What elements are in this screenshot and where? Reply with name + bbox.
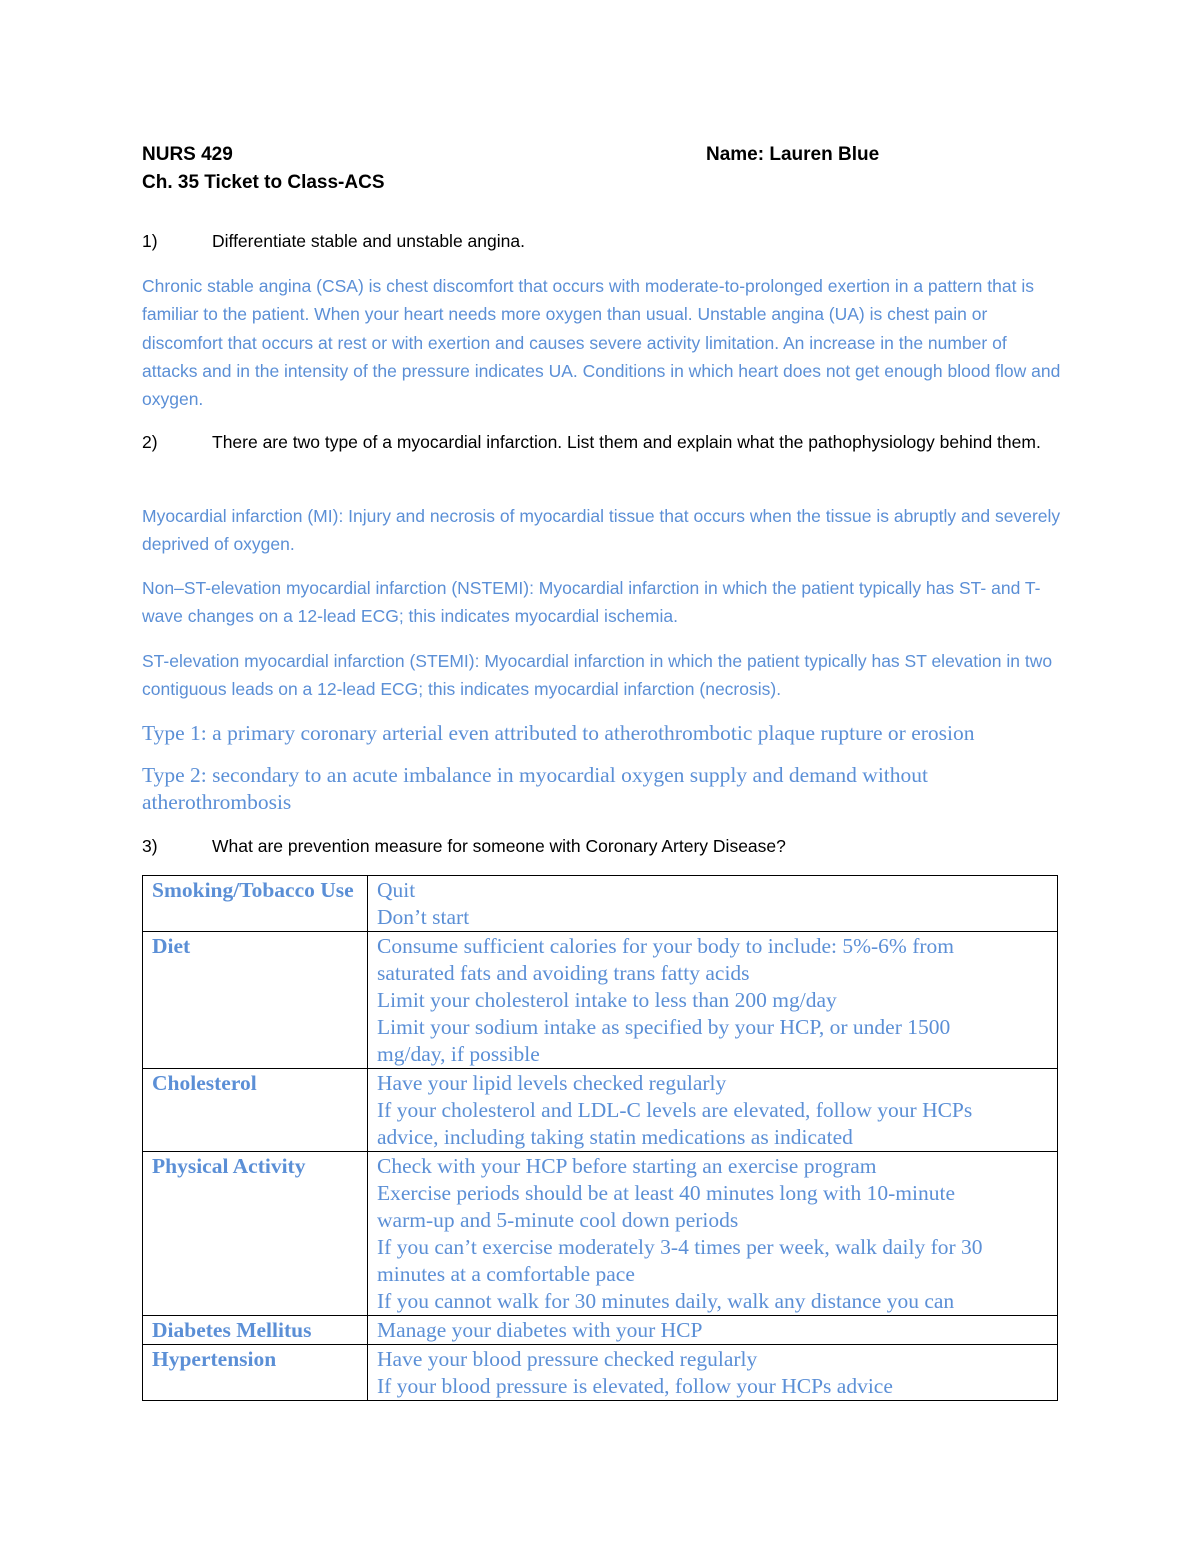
recommendation-line: Limit your cholesterol intake to less than 200 mg/day [377, 988, 837, 1012]
table-row [143, 1345, 1058, 1401]
answer-type-2: Type 2: secondary to an acute imbalance in myocardial oxygen supply and demand without atherothrombosis [142, 763, 928, 814]
row-recommendations [368, 1345, 1058, 1401]
row-recommendations [368, 1069, 1058, 1152]
recommendation-line: Have your blood pressure checked regularly [377, 1347, 758, 1371]
prevention-table [142, 875, 1058, 1401]
recommendation-line: Manage your diabetes with your HCP [377, 1318, 703, 1342]
question-1 [142, 227, 1062, 255]
recommendation-line: minutes at a comfortable pace [377, 1262, 635, 1286]
recommendation-line: Don’t start [377, 905, 470, 929]
recommendation-line: Quit [377, 878, 416, 902]
recommendation-line: If your blood pressure is elevated, follow your HCPs advice [377, 1374, 893, 1398]
question-number: 2) [142, 432, 158, 452]
row-recommendations [368, 932, 1058, 1069]
recommendation-line: mg/day, if possible [377, 1042, 540, 1066]
table-row [143, 1152, 1058, 1316]
recommendation-line: If you cannot walk for 30 minutes daily, walk any distance you can [377, 1289, 955, 1313]
assignment-title: Ch. 35 Ticket to Class-ACS [142, 172, 385, 193]
row-category: Hypertension [143, 1345, 368, 1401]
question-text: Differentiate stable and unstable angina. [212, 231, 525, 251]
question-number: 1) [142, 231, 158, 251]
answer-type-1: Type 1: a primary coronary arterial even attributed to atherothrombotic plaque rupture or erosion [142, 721, 975, 745]
recommendation-line: advice, including taking statin medications as indicated [377, 1125, 853, 1149]
recommendation-line: If you can’t exercise moderately 3-4 times per week, walk daily for 30 [377, 1235, 983, 1259]
row-category: Physical Activity [143, 1152, 368, 1316]
table-row [143, 1069, 1058, 1152]
question-3 [142, 832, 1062, 860]
recommendation-line: Consume sufficient calories for your body to include: 5%-6% from [377, 934, 954, 958]
question-text: What are prevention measure for someone with Coronary Artery Disease? [212, 836, 786, 856]
answer-stemi: ST-elevation myocardial infarction (STEMI): Myocardial infarction in which the patient typically has ST elevation in two contiguous leads on a 12-lead ECG; this indicates myocardial infarction (necrosis). [142, 651, 1053, 700]
recommendation-line: saturated fats and avoiding trans fatty acids [377, 961, 750, 985]
row-category: Diabetes Mellitus [143, 1316, 368, 1345]
row-recommendations [368, 1316, 1058, 1345]
row-category: Cholesterol [143, 1069, 368, 1152]
question-2 [142, 428, 1062, 456]
answer-1: Chronic stable angina (CSA) is chest discomfort that occurs with moderate-to-prolonged exertion in a pattern that is familiar to the patient. When your heart needs more oxygen than usual. Unstable angina (UA) is chest pain or discomfort that occurs at rest or with exertion and causes severe activity limitation. An increase in the number of attacks and in the intensity of the pressure indicates UA. Conditions in which heart does not get enough blood flow and oxygen. [142, 276, 1061, 410]
table-row [143, 876, 1058, 932]
recommendation-line: Have your lipid levels checked regularly [377, 1071, 727, 1095]
row-category: Smoking/Tobacco Use [143, 876, 368, 932]
table-row [143, 1316, 1058, 1345]
question-text: There are two type of a myocardial infarction. List them and explain what the pathophysiology behind them. [212, 432, 1041, 452]
recommendation-line: warm-up and 5-minute cool down periods [377, 1208, 739, 1232]
row-category: Diet [143, 932, 368, 1069]
recommendation-line: Check with your HCP before starting an exercise program [377, 1154, 877, 1178]
row-recommendations [368, 1152, 1058, 1316]
answer-mi: Myocardial infarction (MI): Injury and necrosis of myocardial tissue that occurs when the tissue is abruptly and severely deprived of oxygen. [142, 506, 1061, 555]
question-number: 3) [142, 836, 158, 856]
course-code: NURS 429 [142, 144, 233, 165]
student-name: Name: Lauren Blue [706, 144, 880, 165]
recommendation-line: Limit your sodium intake as specified by your HCP, or under 1500 [377, 1015, 951, 1039]
answer-nstemi: Non–ST-elevation myocardial infarction (NSTEMI): Myocardial infarction in which the patient typically has ST- and T-wave changes on a 12-lead ECG; this indicates myocardial ischemia. [142, 578, 1041, 627]
table-row [143, 932, 1058, 1069]
row-recommendations [368, 876, 1058, 932]
recommendation-line: If your cholesterol and LDL-C levels are elevated, follow your HCPs [377, 1098, 973, 1122]
recommendation-line: Exercise periods should be at least 40 minutes long with 10-minute [377, 1181, 956, 1205]
